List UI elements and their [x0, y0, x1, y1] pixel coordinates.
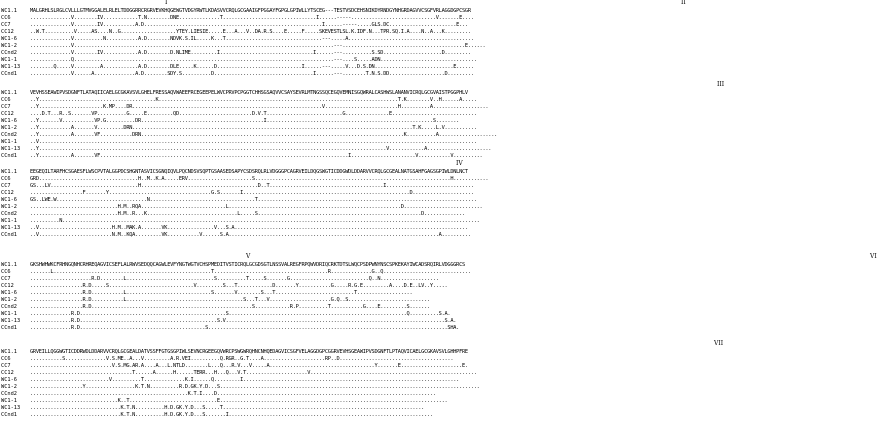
sequence-row: .......L......................................................T.......................................R..............G..Q.............................. — [30, 269, 471, 275]
sequence-name: CC12 — [1, 370, 14, 376]
sequence-row: ..Y........................................K..................................................................................T.K........V..H......A..... — [30, 97, 477, 103]
sequence-row: ..................F.......Y...................................G.S.......I.........................................................D..................... — [30, 190, 474, 196]
sequence-name: WC1-6 — [1, 377, 17, 383]
sequence-name: CCnd2 — [1, 132, 17, 138]
sequence-name: WC1-2 — [1, 125, 17, 131]
sequence-row: ...........................V..........T..............K.I......Q.........I.......................................................................... — [30, 377, 460, 383]
sequence-row: GRD..................................H..M..K.A.....ERV......................S...................................................................H............ — [30, 176, 489, 182]
sequence-name: CCnd1 — [1, 325, 17, 331]
sequence-row: ..Y......................K.MP....DR.................................................................V.........................H..........A................... — [30, 104, 489, 110]
domain-numeral: VI — [870, 253, 877, 260]
sequence-name: WC1-1 — [1, 311, 17, 317]
sequence-name: CCnd1 — [1, 71, 17, 77]
sequence-name: CCnd2 — [1, 304, 17, 310]
sequence-row: ..................Y.................K.T.N..........R.D.GK.Y.D...S......................................................................................... — [30, 384, 480, 390]
sequence-row: ............................V.S.MG.AR.A....A...L.NTLD........L...Q...R.V...V.....A....................................Y.......E.....................E. — [30, 363, 468, 369]
sequence-name: CC7 — [1, 183, 11, 189]
sequence-row: ...............................K.T.N..........H.D.GK.Y.D...S.....T..................................................................... — [30, 405, 425, 411]
sequence-row: ..............R.D...........................................S..................................................................................SHA. — [30, 325, 460, 331]
sequence-row: ..............V......A..............A.D........SDY.S..........D..................................I......---........T.N.S.DD...................D......... — [30, 71, 474, 77]
domain-numeral: I — [165, 0, 168, 6]
sequence-name: WC1-13 — [1, 405, 21, 411]
sequence-row: ...........S..............V.S.ME..A...V.........A.R.VEI..........Q.RGR..G.T....A.....................RP..D....................................... — [30, 356, 454, 362]
sequence-row: ..Y...........A.......VF.....................................................................................I......................V...........V.......... — [30, 153, 483, 159]
sequence-row: ..............R.D...............................................S.V...........................................................................S.A. — [30, 318, 457, 324]
sequence-name: CC7 — [1, 22, 11, 28]
sequence-row: .....................R.D........L..............................S..........T.....S.......G...........................Q..N.................... — [30, 276, 439, 282]
sequence-name: WC1-13 — [1, 318, 21, 324]
sequence-name: CC6 — [1, 176, 11, 182]
sequence-name: WC1-2 — [1, 204, 17, 210]
sequence-name: WC1-2 — [1, 43, 17, 49]
sequence-row: ...................................T......A......H......TERR...H...Q...V.T.....................V......................................................... — [30, 370, 477, 376]
sequence-row: ..............V.........................................................................................---..........................................E...... — [30, 43, 486, 49]
sequence-name: CC12 — [1, 29, 14, 35]
sequence-row: ....D.T...R..S.......VP..........G.....E.........QD.........................D.V.T..........................G...............E............................. — [30, 111, 477, 117]
sequence-row: ..............V..........N...........A.D........NDVK.S.IL.....K...T.................................---.....A........................................... — [30, 36, 474, 42]
sequence-name: WC1-6 — [1, 197, 17, 203]
sequence-name: CC12 — [1, 190, 14, 196]
sequence-name: WC1-13 — [1, 64, 21, 70]
sequence-name: CCnd2 — [1, 50, 17, 56]
sequence-row: ..............................K..T..............................E.............................................................................. — [30, 398, 448, 404]
sequence-row: ..............Q.........................................................................................---....S.....ADN................................. — [30, 57, 477, 63]
sequence-name: CC6 — [1, 356, 11, 362]
domain-numeral: II — [681, 0, 686, 6]
sequence-row: GRVEILLQGGWGTICDDRWDLDDARVVCRQLGCGEALDATVSSFFGTGSGPIWLSEVNCRGEEGQVWRCPSWGWRQHNCNHQEDAGVICSGFVELAGGDGPCGGRVEVHSGEAWIPVSDGNFTLPTAQVICAELGCGKAVSVLGHHPFRE — [30, 349, 468, 355]
sequence-name: CC12 — [1, 111, 14, 117]
sequence-name: WC1.1 — [1, 349, 17, 355]
sequence-name: WC1-6 — [1, 118, 17, 124]
sequence-row: ..................R.D.....S.............................V.........S...T............D.......Y...........G.....R.G.E.........A....D.E..LV..Y..... — [30, 283, 448, 289]
sequence-row: GS..LWE.W...............................N....................................T........................................................................... — [30, 197, 477, 203]
sequence-row: GS...LV..............................H........................................D..T.......................................I.............................. — [30, 183, 474, 189]
sequence-row: ..Y...........A.......VF...........DRN..........................................................................................K..........A.................... — [30, 132, 498, 138]
domain-numeral: V — [246, 253, 251, 260]
sequence-row: ..............................H.M..RQA.............................L...........................................................D........................... — [30, 204, 483, 210]
sequence-name: CCnd2 — [1, 211, 17, 217]
sequence-row: ..............V........IV............T.N........DNE..............T................................I......-----.............................V.......E.... — [30, 15, 474, 21]
sequence-row: VEVHSSEAWIPVSDGNFTLATAQIICAELGCGKAVSVLGHELFRESSAQVWAEEFRCEGEEPELWVCPRVPCPGGTCHHSGSAQVVCSAYSEVRLMTNGSSQCEGQVEMNISGQWRALCASHWSLANANVICRQLGCGVAISTPGGPHLV — [30, 90, 468, 96]
sequence-name: WC1.1 — [1, 90, 17, 96]
sequence-name: CC7 — [1, 104, 11, 110]
sequence-row: ..................R.D.......................................................S............R.P..........T...........G....E.........S....... — [30, 304, 430, 310]
sequence-name: CC7 — [1, 363, 11, 369]
sequence-name: WC1-1 — [1, 139, 17, 145]
sequence-name: WC1.1 — [1, 169, 17, 175]
sequence-row: ..Y.......V...........VP.G..........DR..........................................I.........................................................S........ — [30, 118, 460, 124]
sequence-name: WC1-6 — [1, 36, 17, 42]
sequence-name: CCnd1 — [1, 153, 17, 159]
sequence-name: WC1-1 — [1, 398, 17, 404]
sequence-name: WC1-13 — [1, 225, 21, 231]
sequence-row: ..V...................................................................................................................................................... — [30, 139, 477, 145]
sequence-row: ..............R.D..................................................S.............................................................Q..........S.A. — [30, 311, 451, 317]
sequence-row: ..............V........IV...........A.D.............................................................I......-----.....GLS.DC.......................E... — [30, 22, 468, 28]
sequence-name: WC1-6 — [1, 290, 17, 296]
sequence-name: WC1.1 — [1, 262, 17, 268]
sequence-row: ..................R.D...........L.............................S.......V........S...T...........................T................... — [30, 290, 413, 296]
sequence-name: CC6 — [1, 97, 11, 103]
sequence-name: WC1.1 — [1, 8, 17, 14]
sequence-row: ..........N............................................................................................................................................... — [30, 218, 480, 224]
sequence-row: ..V.........................N.M..KQA.........VK...........V......S.A........................................................................A.......... — [30, 232, 471, 238]
sequence-name: CCnd1 — [1, 232, 17, 238]
domain-numeral: IV — [456, 160, 463, 167]
sequence-row: ..Y...........A.......V.........DRN................................................................................................T.K.....L.V........... — [30, 125, 477, 131]
sequence-row: EEGEQILTARFHCSGAESFLWSCPVTALGGPDCSHGNTASVICSGNQIQVLPQCNDSVSQPTGSAASEDSAPYCSDSRQLRLVDGGGPCAGRVEILDQGSWGTICDDGWDLDDARVVCRQLGCGEALNATGSAHFGAGSGPIWLDNLNCT — [30, 169, 468, 175]
sequence-row: ..W.T..........V.....AS....N..G...................YTEY.LIESIE.....E...A...V..DA.R.S....E.....F.....SKEVESTLSL.K.IDF.N...TPR.SQ.I.A....N..A...K......... — [30, 29, 471, 35]
sequence-name: CCnd2 — [1, 391, 17, 397]
sequence-row: ...............................K.T.N..........H.D.GK.Y.D...S.......I...................................................................... — [30, 412, 433, 418]
sequence-row: ..Y.......................................................................................................................V............A...................... — [30, 146, 492, 152]
sequence-row: ..............V........IV............A.D........D.NLIME.........I................................I......---..........S.SD....................D......... — [30, 50, 471, 56]
domain-numeral: III — [717, 81, 725, 88]
sequence-row: ......................................................K.T.I....D........................................................................... — [30, 391, 436, 397]
sequence-row: ..................R.D...........L........................................S...T...V.....................G.Q..S............................ — [30, 297, 430, 303]
sequence-name: CCnd1 — [1, 412, 17, 418]
sequence-name: CC6 — [1, 269, 11, 275]
sequence-name: CC6 — [1, 15, 11, 21]
sequence-name: CC12 — [1, 283, 14, 289]
sequence-row: MALGRHLSLRGLCVLLLGTMVGGALELRLELTDDGGRRCRGRVEVKHQGEWGTVDGYRWTLKDASVVCRQLGCGAAIGFPGGAYFGPGLGPIWLLYTSCEG---TESTVSDCEHSNIKDYRNDGYNHGRDAGVVCSGFVRLAGGDGPCSGR — [30, 8, 471, 14]
sequence-name: WC1-1 — [1, 218, 17, 224]
sequence-name: WC1-2 — [1, 297, 17, 303]
sequence-row: GKSHWHWKCFRHNGQNHCRHREQAGVICSEFLALRWVSEDQQCAGWLEVFYNGTWGTVCHSPMEDITVSTICRQLGCGDSGTLNSSVALREGFRPQWVDRIQCRKTDTSLWQCPSDPWNYNSCSPKEKAYIWCADSRQIRLVDGGGRCS — [30, 262, 465, 268]
sequence-row: ..............................H.M..R...K...............................L.....S........................................................D.............. — [30, 211, 465, 217]
sequence-name: CC7 — [1, 276, 11, 282]
sequence-name: WC1-13 — [1, 146, 21, 152]
sequence-row: ........Q.....V.........A............A.D........DLE.....K......D.............................I......---.....V...D.S.DN...........................E...... — [30, 64, 474, 70]
domain-numeral: VII — [714, 340, 724, 347]
sequence-name: WC1-1 — [1, 57, 17, 63]
sequence-name: WC1-2 — [1, 384, 17, 390]
sequence-row: ..V.........................H.M..MAK.A.......VK................V...S.A................................................................................ — [30, 225, 468, 231]
